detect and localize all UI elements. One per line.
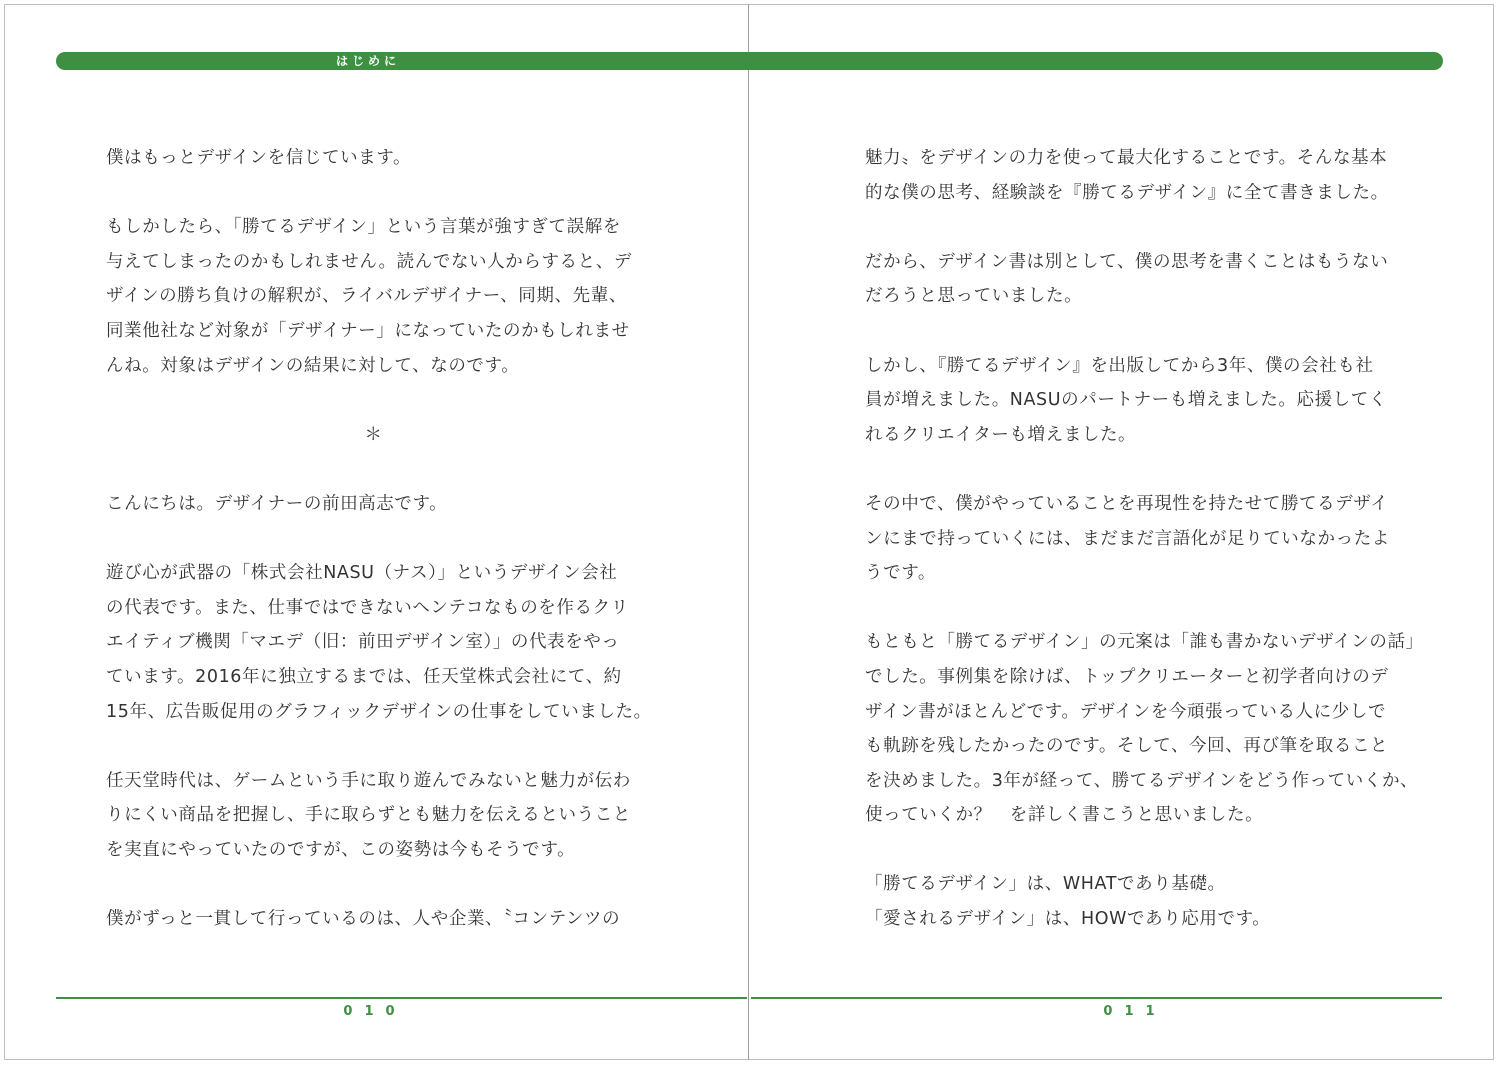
left-page-body (106, 141, 652, 937)
text-line: の代表です。また、仕事ではできないヘンテコなものを作るクリ (106, 597, 629, 618)
right-page-body (865, 141, 1424, 937)
blank-line (865, 210, 1400, 245)
text-line: 使っていくか？ を詳しく書こうと思いました。 (865, 805, 1264, 826)
text-line: んね。対象はデザインの結果に対して、なのです。 (106, 355, 520, 376)
text-line: でした。事例集を除けば、トップクリエーターと初学者向けのデ (865, 666, 1389, 687)
text-line: ザイン書がほとんどです。デザインを今頑張っている人に少しで (865, 701, 1387, 722)
blank-line (106, 176, 641, 211)
page-gutter (748, 4, 749, 1060)
blank-line (106, 522, 641, 557)
blank-line (865, 833, 1400, 868)
text-line: ザインの勝ち負けの解釈が、ライバルデザイナー、同期、先輩、 (106, 286, 627, 307)
text-line: りにくい商品を把握し、手に取らずとも魅力を伝えるということ (106, 805, 631, 826)
blank-line (106, 452, 641, 487)
text-line: 与えてしまったのかもしれません。読んでない人からすると、デ (106, 251, 632, 272)
text-line: 遊び心が武器の「株式会社NASU（ナス）」というデザイン会社 (106, 563, 618, 584)
text-line: 的な僕の思考、経験談を『勝てるデザイン』に全て書きました。 (865, 182, 1389, 203)
text-line: ています。2016年に独立するまでは、任天堂株式会社にて、約 (106, 666, 622, 687)
text-line: しかし、『勝てるデザイン』を出版してから3年、僕の会社も社 (865, 355, 1374, 376)
text-line: 魅力〟をデザインの力を使って最大化することです。そんな基本 (865, 148, 1388, 168)
text-line: 15年、広告販促用のグラフィックデザインの仕事をしていました。 (106, 701, 652, 722)
text-line: 「愛されるデザイン」は、HOWであり応用です。 (865, 909, 1271, 930)
blank-line (865, 591, 1400, 626)
text-line: ンにまで持っていくには、まだまだ言語化が足りていなかったよ (865, 528, 1390, 549)
text-line: だろうと思っていました。 (865, 286, 1083, 307)
section-break-asterisk: ＊ (364, 424, 383, 445)
right-footer-rule (751, 997, 1442, 999)
blank-line (865, 314, 1400, 349)
text-line: 僕がずっと一貫して行っているのは、人や企業、〝コンテンツの (106, 909, 621, 930)
text-line: れるクリエイターも増えました。 (865, 424, 1137, 445)
left-page-number: 010 (343, 1004, 407, 1019)
text-line: もともと「勝てるデザイン」の元案は「誰も書かないデザインの話」 (865, 632, 1424, 653)
chapter-header-bar (56, 52, 1443, 70)
right-page-number: 011 (1103, 1004, 1167, 1019)
text-line: 同業他社など対象が「デザイナー」になっていたのかもしれませ (106, 320, 630, 341)
blank-line (106, 867, 641, 902)
text-line: もしかしたら、「勝てるデザイン」という言葉が強すぎて誤解を (106, 217, 621, 238)
text-line: その中で、僕がやっていることを再現性を持たせて勝てるデザイ (865, 493, 1389, 514)
chapter-label: はじめに (335, 54, 400, 68)
text-line: 員が増えました。NASUのパートナーも増えました。応援してく (865, 390, 1387, 411)
text-line: 任天堂時代は、ゲームという手に取り遊んでみないと魅力が伝わ (106, 770, 631, 791)
text-line: を決めました。3年が経って、勝てるデザインをどう作っていくか、 (865, 770, 1419, 791)
text-line: 僕はもっとデザインを信じています。 (106, 148, 412, 168)
text-line: エイティブ機関「マエデ（旧：前田デザイン室）」の代表をやっ (106, 632, 620, 653)
text-line: こんにちは。デザイナーの前田高志です。 (106, 493, 448, 514)
text-line: を実直にやっていたのですが、この姿勢は今もそうです。 (106, 839, 576, 860)
left-footer-rule (56, 997, 747, 999)
blank-line (106, 729, 641, 764)
text-line: だから、デザイン書は別として、僕の思考を書くことはもうない (865, 251, 1389, 272)
blank-line (106, 383, 641, 418)
text-line: 「勝てるデザイン」は、WHATであり基礎。 (865, 874, 1226, 895)
blank-line (865, 452, 1400, 487)
text-line: うです。 (865, 563, 936, 584)
text-line: も軌跡を残したかったのです。そして、今回、再び筆を取ること (865, 736, 1389, 757)
